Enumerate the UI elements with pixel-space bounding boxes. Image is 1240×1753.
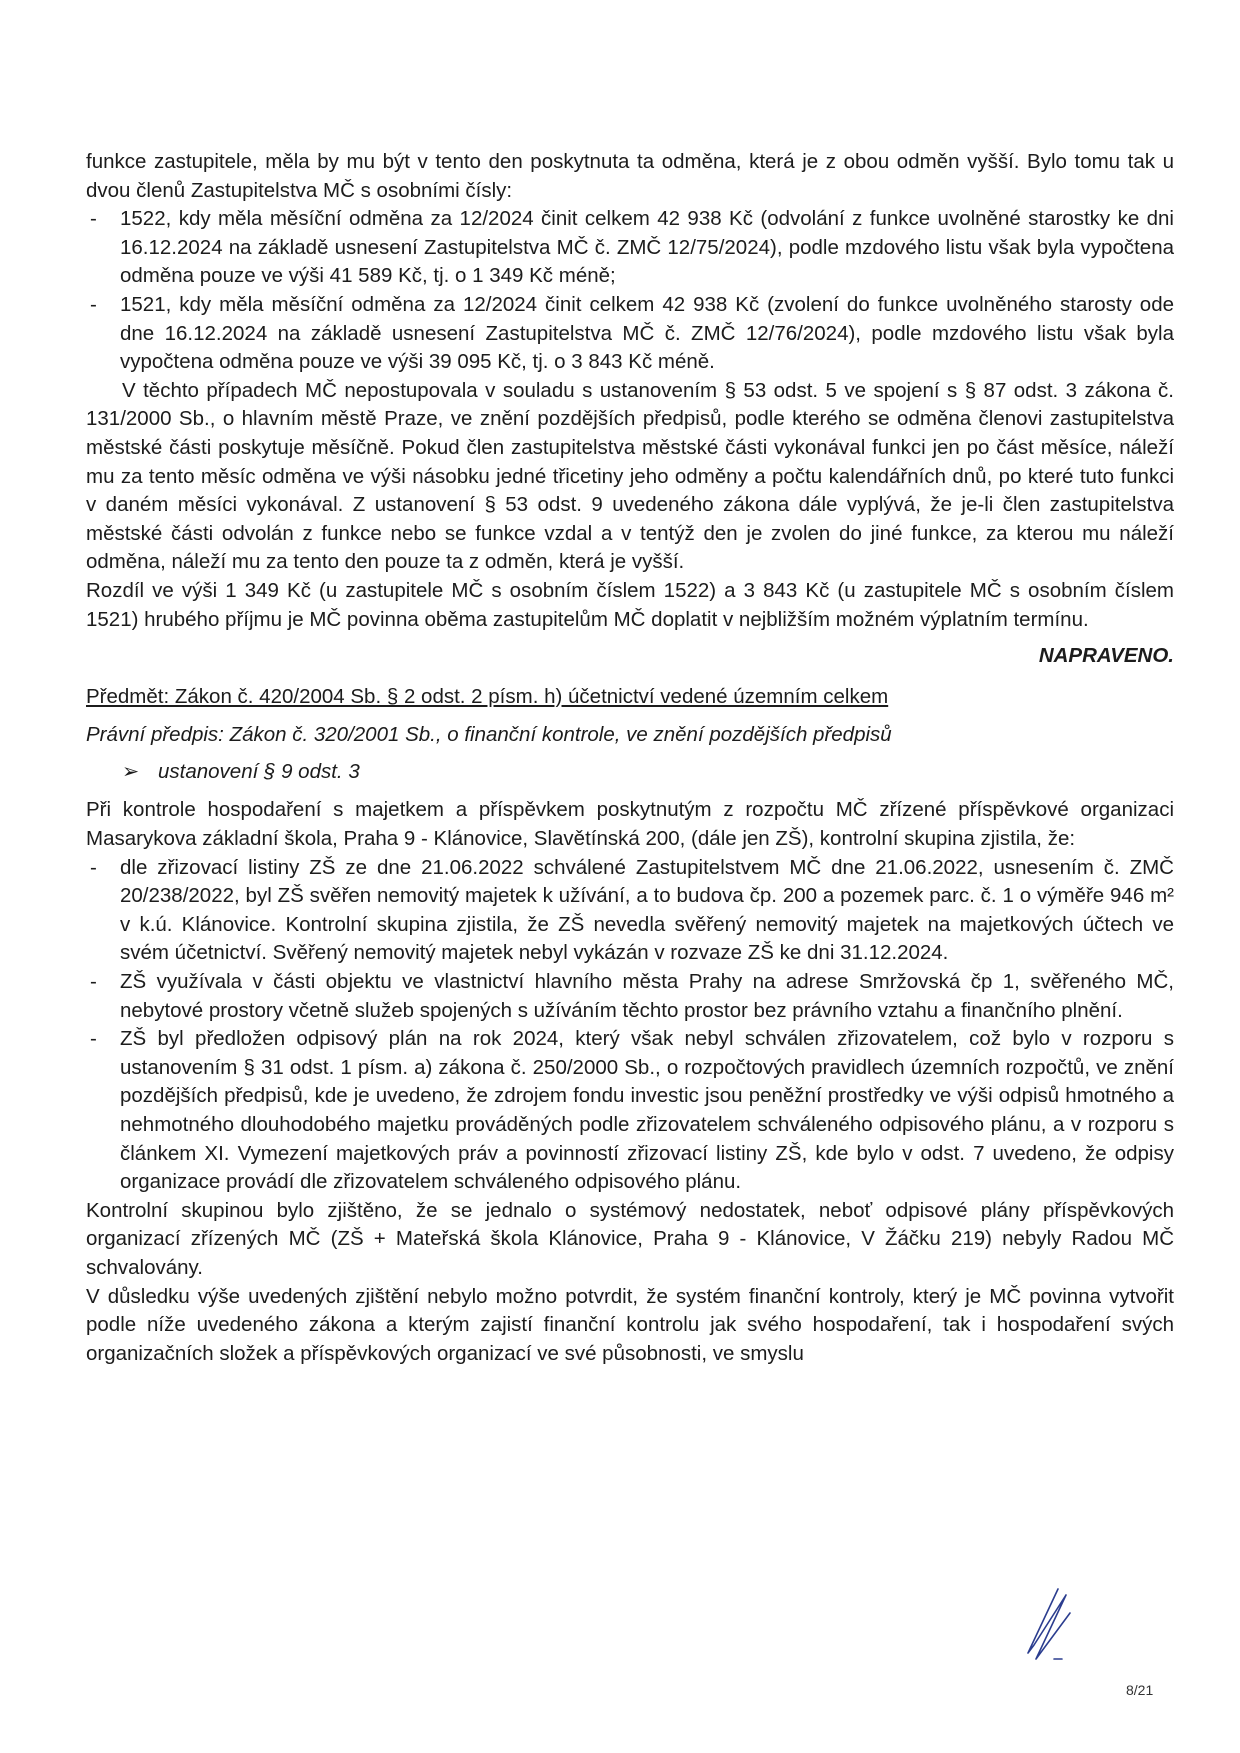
list-item: - ZŠ byl předložen odpisový plán na rok 2024, který však nebyl schválen zřizovatelem, což bylo v rozporu s ustanovením § 31 odst. 1 písm. a) zákona č. 250/2000 Sb., o rozpočtových pravidlech územních rozpočtů, ve znění pozdějších předpisů, kde je uvedeno, že zdrojem fondu investic jsou peněžní prostředky ve výši odpisů hmotného a nehmotného dlouhodobého majetku prováděných podle zřizovatelem schváleného odpisového plánu, a v rozporu s článkem XI. Vymezení majetkových práv a povinností zřizovací listiny ZŠ, kde bylo v odst. 7 uvedeno, že odpisy organizace provádí dle zřizovatelem schváleného odpisového plánu.	[86, 1025, 1174, 1197]
paragraph-conclusion: V důsledku výše uvedených zjištění nebylo možno potvrdit, že systém finanční kontroly, který je MČ povinna vytvořit podle níže uvedeného zákona a kterým zajistí finanční kontrolu jak svého hospodaření, tak i hospodaření svých organizačních složek a příspěvkových organizací ve své působnosti, ve smyslu	[86, 1284, 1174, 1365]
provision-text: ustanovení § 9 odst. 3	[158, 759, 360, 783]
findings-list	[86, 854, 1174, 1197]
signature-initials	[1020, 1585, 1090, 1665]
list-item: - 1522, kdy měla měsíční odměna za 12/2024 činit celkem 42 938 Kč (odvolání z funkce uvolněné starostky ke dni 16.12.2024 na základě usnesení Zastupitelstva MČ č. ZMČ 12/75/2024), podle mzdového listu však byla vypočtena odměna pouze ve výši 41 589 Kč, tj. o 1 349 Kč méně;	[86, 205, 1174, 291]
subject-heading: Předmět: Zákon č. 420/2004 Sb. § 2 odst. 2 písm. h) účetnictví vedené územním celkem	[86, 684, 889, 708]
paragraph-legal-basis: V těchto případech MČ nepostupovala v souladu s ustanovením § 53 odst. 5 ve spojení s § 87 odst. 3 zákona č. 131/2000 Sb., o hlavním městě Praze, ve znění pozdějších předpisů, podle kterého se odměna členovi zastupitelstva městské části poskytuje měsíčně. Pokud člen zastupitelstva městské části vykonával funkci jen po část měsíce, náleží mu za tento měsíc odměna ve výši násobku jedné třicetiny jeho odměny a počtu kalendářních dnů, po které tuto funkci v daném měsíci vykonával. Z ustanovení § 53 odst. 9 uvedeného zákona dále vyplývá, že je-li člen zastupitelstva městské části odvolán z funkce nebo se funkce vzdal a v tentýž den je zvolen do jiné funkce, za kterou mu náleží odměna, náleží mu za tento den pouze ta z odměn, která je vyšší.	[86, 378, 1174, 574]
list-item: - 1521, kdy měla měsíční odměna za 12/2024 činit celkem 42 938 Kč (zvolení do funkce uvolněného starosty ode dne 16.12.2024 na základě usnesení Zastupitelstva MČ č. ZMČ 12/76/2024), podle mzdového listu však byla vypočtena odměna pouze ve výši 39 095 Kč, tj. o 3 843 Kč méně.	[86, 291, 1174, 377]
paragraph-inspection: Při kontrole hospodaření s majetkem a příspěvkem poskytnutým z rozpočtu MČ zřízené příspěvkové organizaci Masarykova základní škola, Praha 9 - Klánovice, Slavětínská 200, (dále jen ZŠ), kontrolní skupina zjistila, že:	[86, 798, 1174, 851]
page-number: 8/21	[1126, 1682, 1154, 1698]
paragraph-difference: Rozdíl ve výši 1 349 Kč (u zastupitele MČ s osobním číslem 1522) a 3 843 Kč (u zastupitele MČ s osobním číslem 1521) hrubého příjmu je MČ povinna oběma zastupitelům MČ doplatit v nejbližším možném výplatním termínu.	[86, 578, 1174, 631]
list-item: - dle zřizovací listiny ZŠ ze dne 21.06.2022 schválené Zastupitelstvem MČ dne 21.06.2022, usnesením č. ZMČ 20/238/2022, byl ZŠ svěřen nemovitý majetek k užívání, a to budova čp. 200 a pozemek parc. č. 1 o výměře 946 m² v k.ú. Klánovice. Kontrolní skupina zjistila, že ZŠ nevedla svěřený nemovitý majetek na majetkových účtech ve svém účetnictví. Svěřený nemovitý majetek nebyl vykázán v rozvaze ZŠ ke dni 31.12.2024.	[86, 854, 1174, 968]
member-list	[86, 205, 1174, 377]
provision-item	[122, 758, 1174, 787]
legal-regulation: Právní předpis: Zákon č. 320/2001 Sb., o finanční kontrole, ve znění pozdějších předpisů	[86, 723, 892, 747]
status-fixed: NAPRAVENO.	[1038, 644, 1174, 668]
document-page	[86, 148, 1174, 1368]
paragraph-systemic: Kontrolní skupinou bylo zjištěno, že se jednalo o systémový nedostatek, neboť odpisové plány příspěvkových organizací zřízených MČ (ZŠ + Mateřská škola Klánovice, Praha 9 - Klánovice, V Žáčku 219) nebyly Radou MČ schvalovány.	[86, 1198, 1174, 1279]
arrow-bullet-icon: ➢	[122, 759, 140, 783]
paragraph-intro: funkce zastupitele, měla by mu být v tento den poskytnuta ta odměna, která je z obou odměn vyšší. Bylo tomu tak u dvou členů Zastupitelstva MČ s osobními čísly:	[86, 150, 1174, 202]
list-item: - ZŠ využívala v části objektu ve vlastnictví hlavního města Prahy na adrese Smržovská čp 1, svěřeného MČ, nebytové prostory včetně služeb spojených s užíváním těchto prostor bez právního vztahu a finančního plnění.	[86, 968, 1174, 1025]
